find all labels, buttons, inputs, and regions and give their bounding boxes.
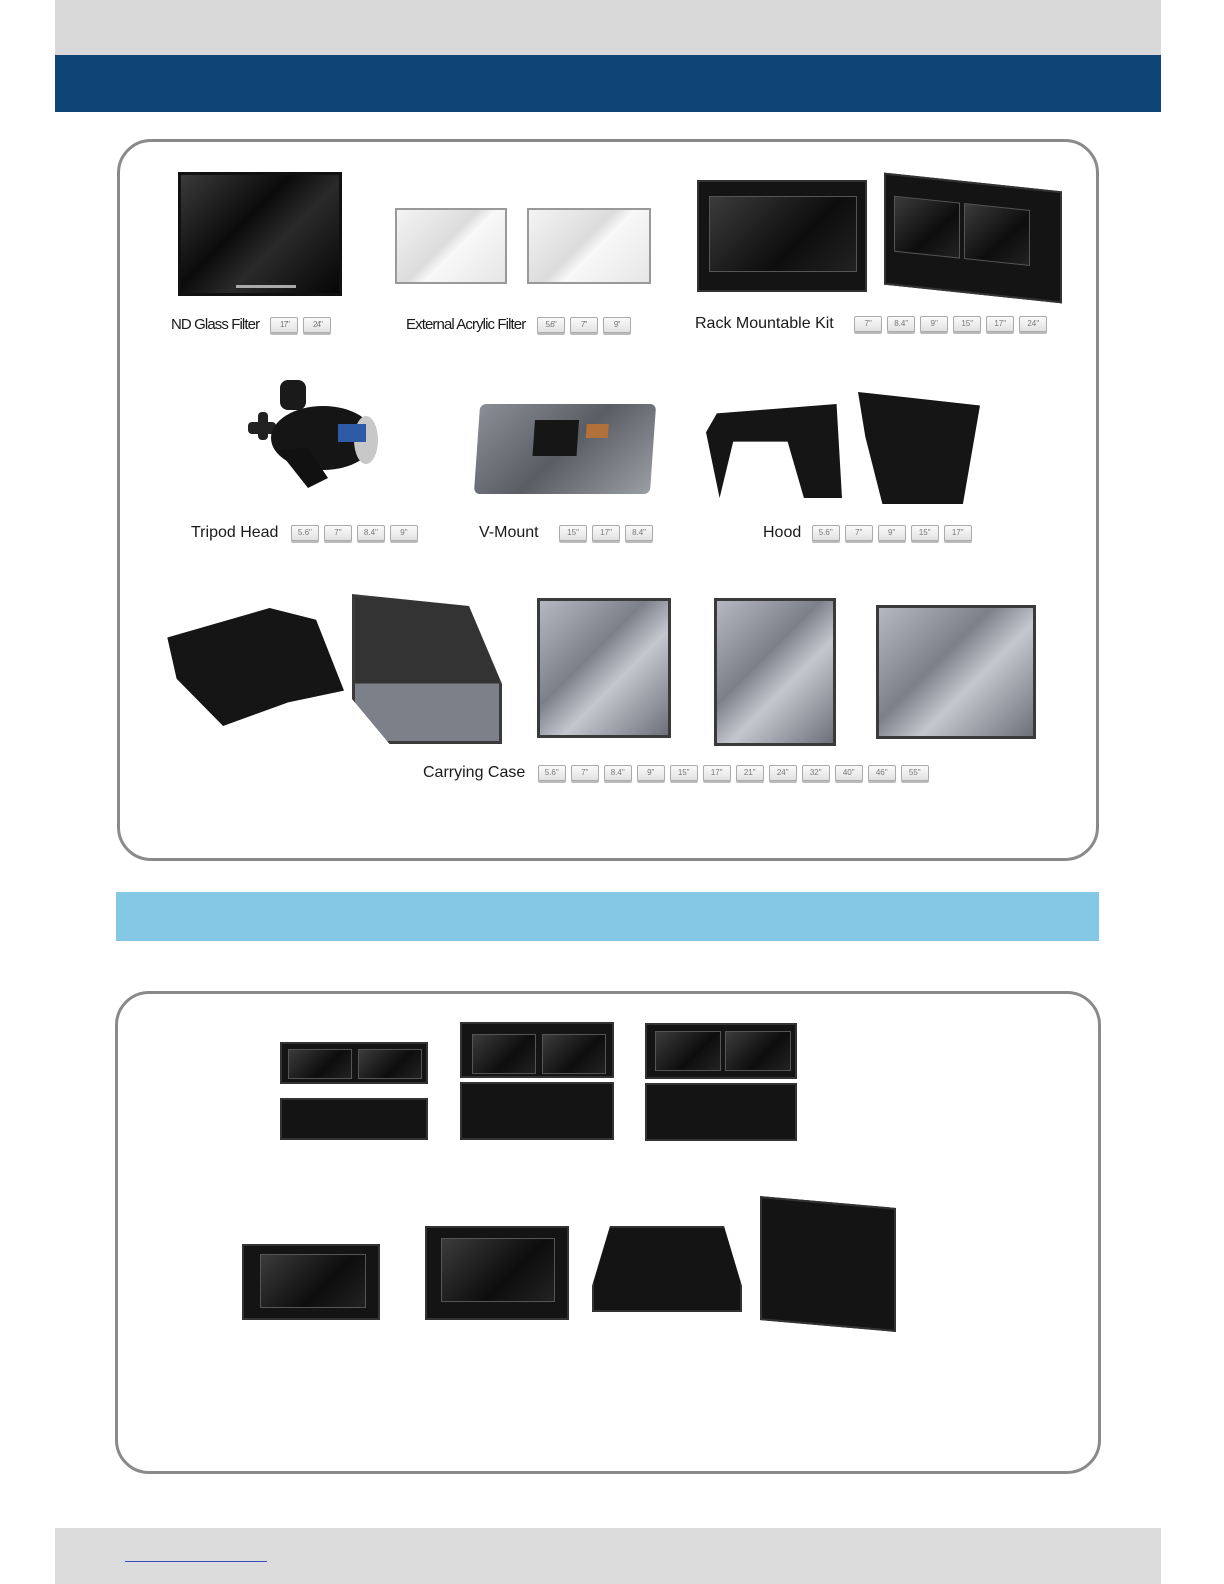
size-chip: 15" (911, 525, 939, 541)
dual-rack-front-medium (460, 1022, 614, 1078)
top-gray-bar (55, 0, 1161, 55)
footer-link-underline[interactable] (125, 1560, 267, 1562)
dual-rack-back-medium (460, 1082, 614, 1140)
size-chip: 8.4" (357, 525, 385, 541)
hood-label: Hood (763, 524, 802, 541)
size-chip: 24" (303, 317, 331, 333)
size-chip: 8.4" (604, 765, 632, 781)
size-chip: 17" (944, 525, 972, 541)
size-chip: 15" (953, 316, 981, 332)
size-chip: 9" (920, 316, 948, 332)
size-chip: 17" (703, 765, 731, 781)
size-chip: 7" (324, 525, 352, 541)
dual-rack-front-large (645, 1023, 797, 1079)
size-chip: 21" (736, 765, 764, 781)
nd-glass-filter-sizes (270, 317, 331, 333)
size-chip: 8.4" (887, 316, 915, 332)
xl-carrying-case-image (876, 605, 1036, 739)
size-chip: 9" (637, 765, 665, 781)
size-chip: 17" (986, 316, 1014, 332)
large-carrying-case-image (714, 598, 836, 746)
footer-gray-bar (55, 1528, 1161, 1584)
size-chip: 15" (559, 525, 587, 541)
dual-rack-back-small (280, 1098, 428, 1140)
size-chip: 5.6" (812, 525, 840, 541)
dual-rack-back-large (645, 1083, 797, 1141)
carrying-case-label: Carrying Case (423, 764, 526, 781)
size-chip: 5.6" (537, 317, 565, 333)
size-chip: 9" (878, 525, 906, 541)
rack-kit-image-single (697, 180, 867, 292)
rack-mountable-kit-sizes (854, 316, 1047, 332)
section-heading-band (116, 892, 1099, 941)
v-mount-sizes (559, 525, 653, 541)
external-acrylic-filter-sizes (537, 317, 631, 333)
acrylic-filter-image-right (527, 208, 651, 284)
rack-mountable-kit-label: Rack Mountable Kit (695, 315, 834, 332)
size-chip: 32" (802, 765, 830, 781)
size-chip: 9" (603, 317, 631, 333)
size-chip: 17" (592, 525, 620, 541)
tripod-head-label: Tripod Head (191, 524, 279, 541)
single-rack-front-a (242, 1244, 380, 1320)
size-chip: 24" (769, 765, 797, 781)
tripod-head-sizes (291, 525, 418, 541)
hood-sizes (812, 525, 972, 541)
rack-kit-image-dual (884, 173, 1062, 304)
dual-rack-front-small (280, 1042, 428, 1084)
size-chip: 7" (570, 317, 598, 333)
v-mount-image (474, 404, 656, 494)
size-chip: 7" (854, 316, 882, 332)
size-chip: 55" (901, 765, 929, 781)
size-chip: 5.6" (538, 765, 566, 781)
single-rack-open-back (592, 1226, 742, 1312)
single-rack-side (760, 1196, 896, 1332)
size-chip: 9" (390, 525, 418, 541)
nd-glass-filter-image (178, 172, 342, 296)
external-acrylic-filter-label: External Acrylic Filter (406, 316, 526, 333)
tripod-head-image (238, 378, 388, 510)
acrylic-filter-image-left (395, 208, 507, 284)
hard-carrying-case-image (537, 598, 671, 738)
size-chip: 7" (845, 525, 873, 541)
v-mount-label: V-Mount (479, 524, 539, 541)
size-chip: 7" (571, 765, 599, 781)
size-chip: 40" (835, 765, 863, 781)
single-rack-front-b (425, 1226, 569, 1320)
carrying-case-sizes (538, 765, 929, 781)
size-chip: 8.4" (625, 525, 653, 541)
size-chip: 24" (1019, 316, 1047, 332)
size-chip: 46" (868, 765, 896, 781)
nd-glass-filter-label: ND Glass Filter (171, 316, 260, 333)
size-chip: 15" (670, 765, 698, 781)
header-blue-bar (55, 55, 1161, 112)
size-chip: 17" (270, 317, 298, 333)
size-chip: 5.6" (291, 525, 319, 541)
